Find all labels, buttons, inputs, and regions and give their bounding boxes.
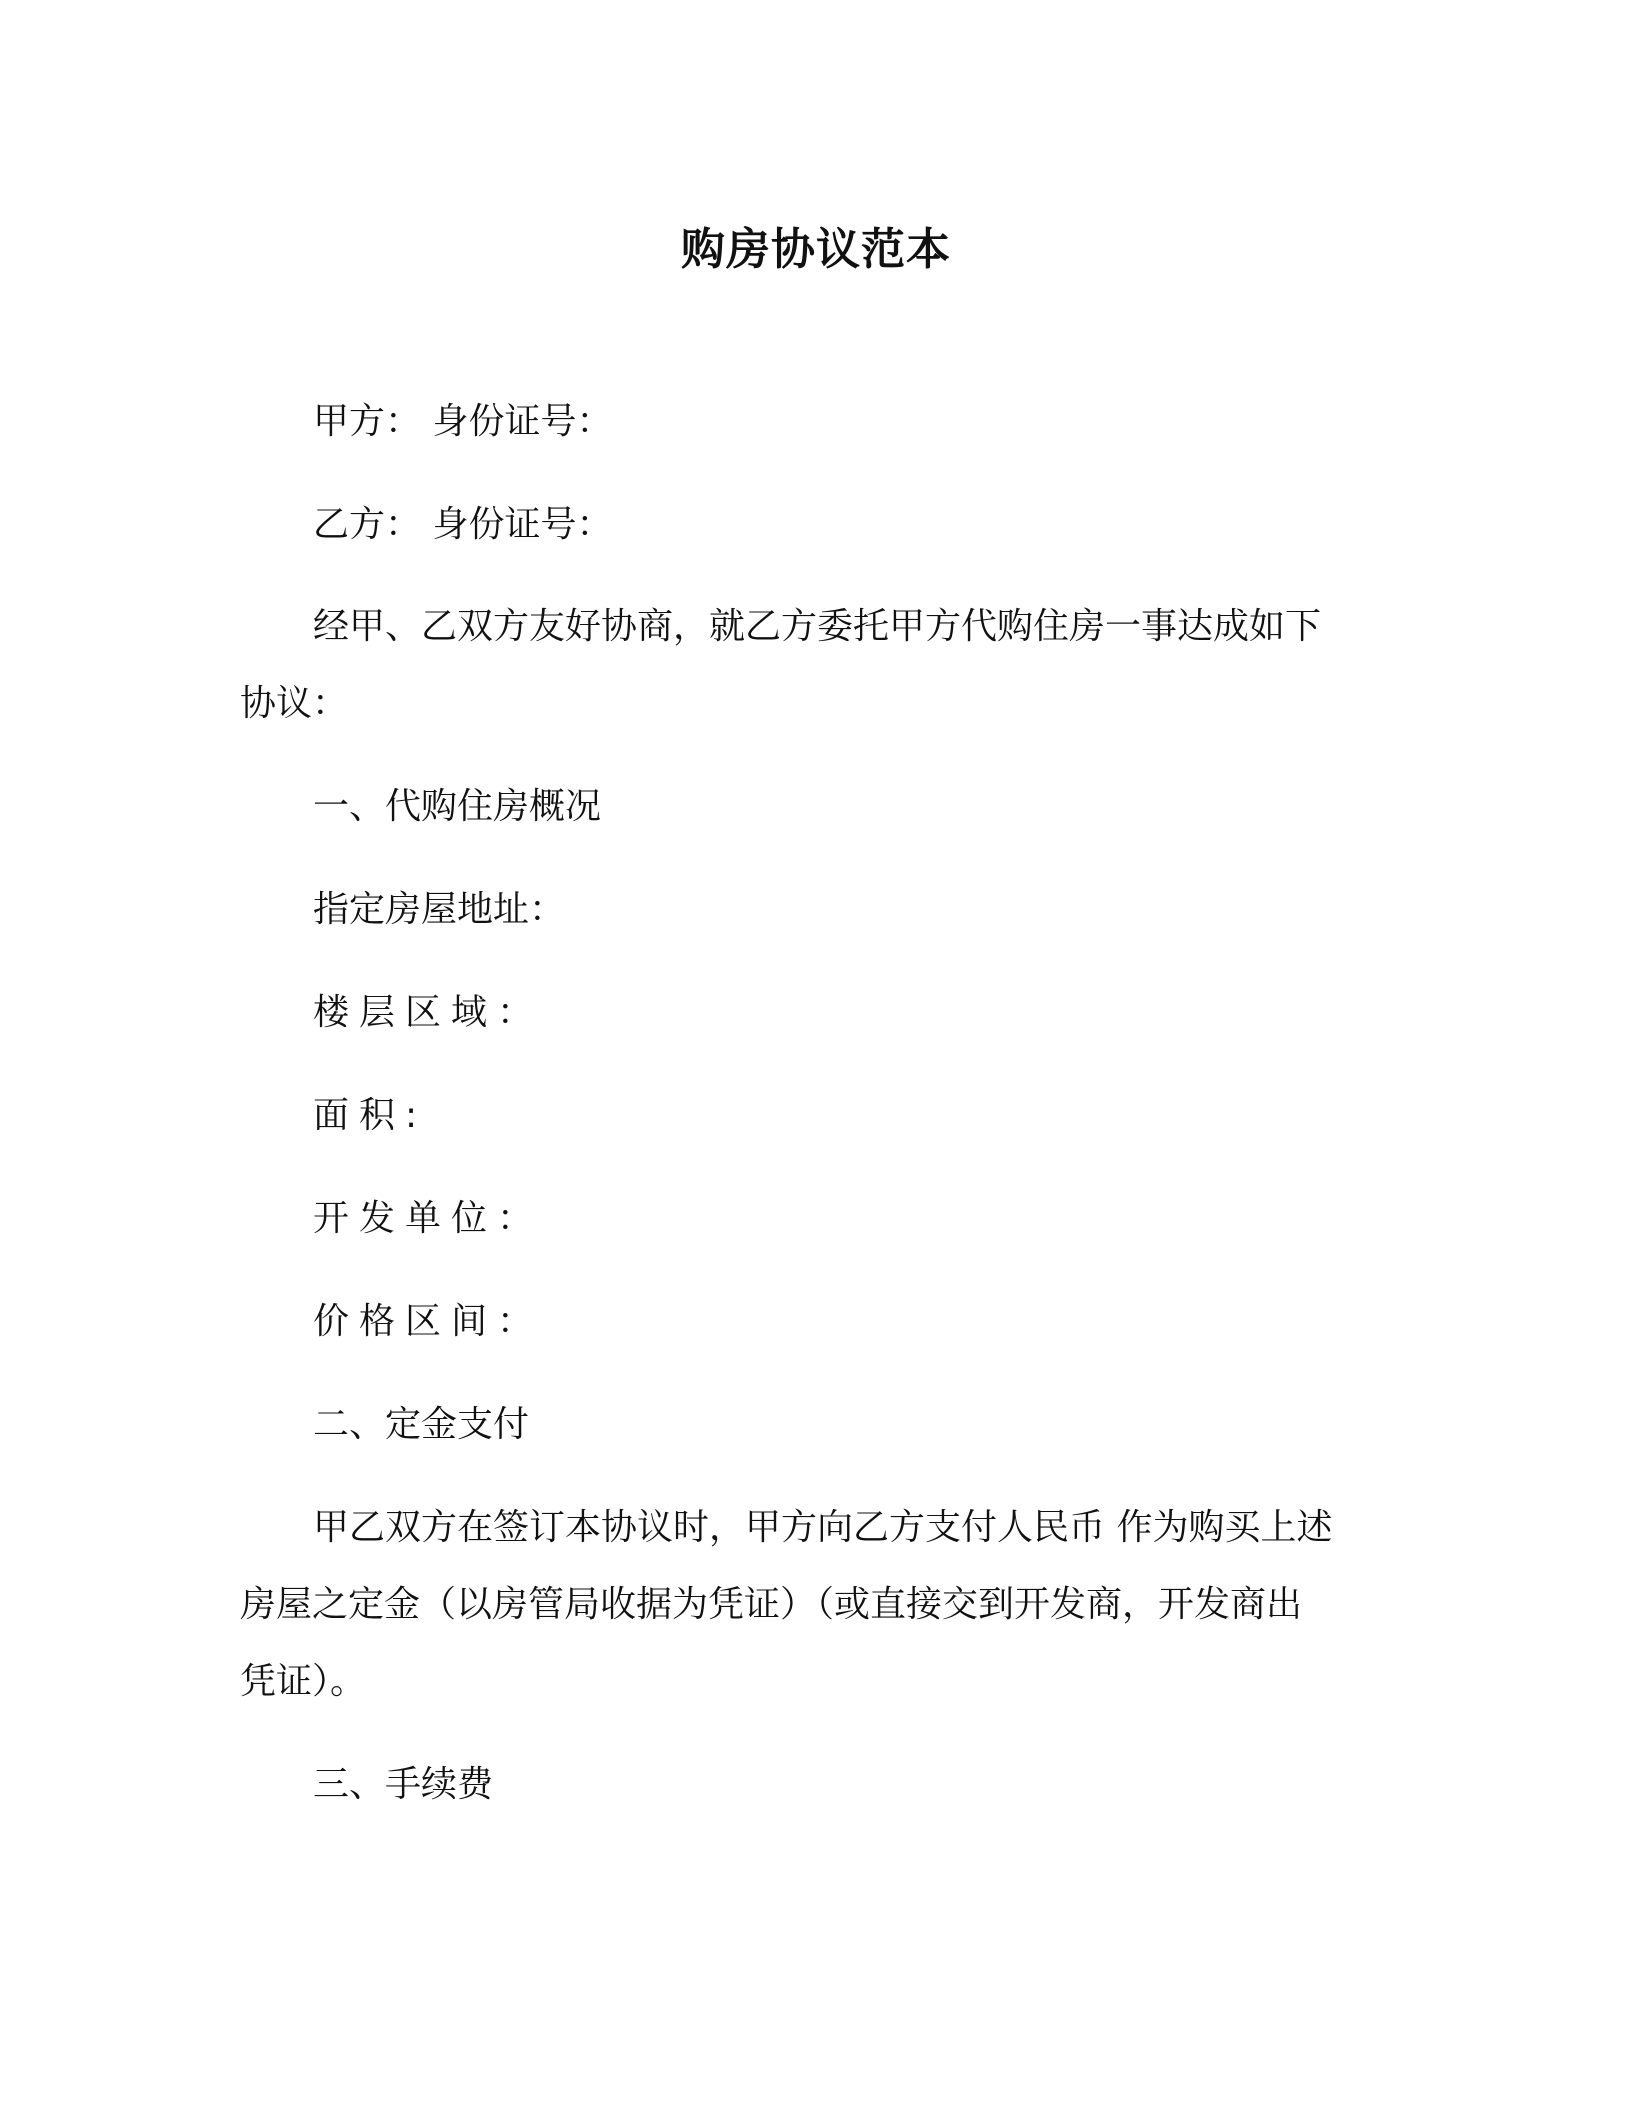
document-title: 购房协议范本 bbox=[681, 224, 951, 275]
party-b-line: 乙方： 身份证号： bbox=[313, 504, 613, 545]
field-price-label: 价格区间： bbox=[313, 1301, 544, 1342]
field-developer-label: 开发单位： bbox=[313, 1198, 544, 1239]
deposit-paragraph-line-2: 房屋之定金（以房管局收据为凭证）（或直接交到开发商，开发商出 bbox=[240, 1584, 1303, 1625]
section-2-heading: 二、定金支付 bbox=[313, 1404, 530, 1445]
intro-paragraph-line-2: 协议： bbox=[240, 683, 349, 724]
section-1-heading: 一、代购住房概况 bbox=[313, 786, 602, 827]
field-floor-label: 楼层区域： bbox=[313, 992, 544, 1033]
deposit-paragraph-line-3: 凭证）。 bbox=[240, 1661, 367, 1702]
field-address-label: 指定房屋地址： bbox=[313, 889, 566, 930]
party-a-line: 甲方： 身份证号： bbox=[313, 401, 613, 442]
intro-paragraph-line-1: 经甲、乙双方友好协商，就乙方委托甲方代购住房一事达成如下 bbox=[313, 606, 1322, 647]
deposit-paragraph-line-1: 甲乙双方在签订本协议时，甲方向乙方支付人民币 作为购买上述 bbox=[313, 1507, 1333, 1548]
field-area-label: 面积: bbox=[313, 1095, 428, 1136]
section-3-heading: 三、手续费 bbox=[313, 1764, 494, 1805]
